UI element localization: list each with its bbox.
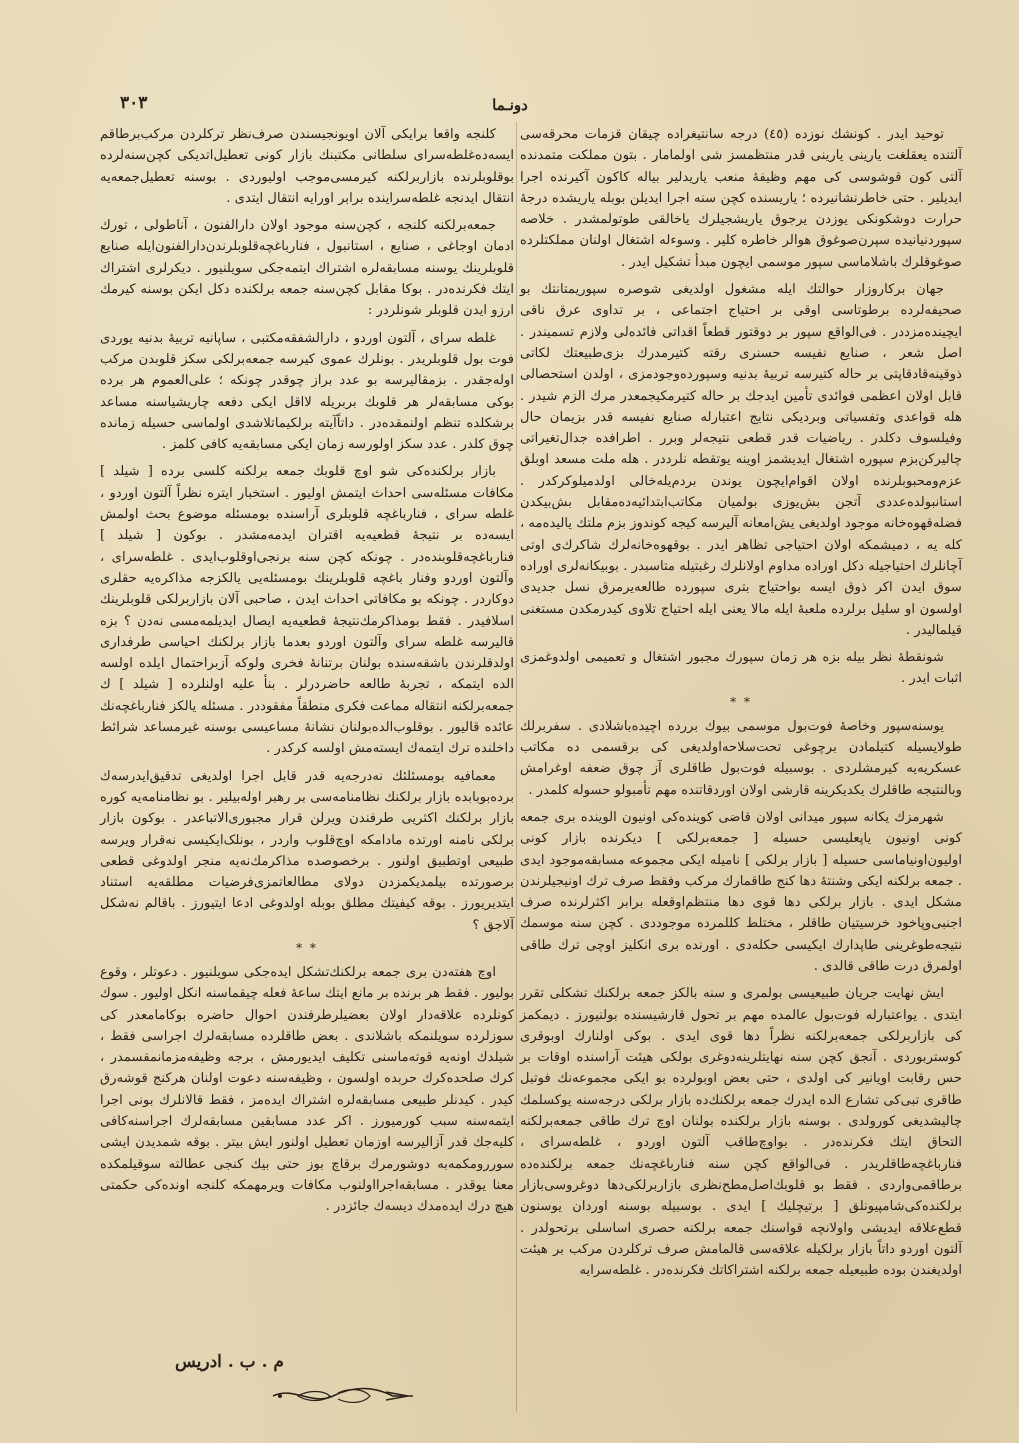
paragraph: جهان برکاروزار حوالتك ایله مشغول اولدیغی شوصره سپوریمتانتك بو صحیفه‌لرده برطوتاسی اوقی بر احتیاج اجتماعی ، بر تداوی عرق ناقی ایچینده‌مزددر . فی‌الواقع سپور بر دوقتور قطعاً اقداتی فائده‌لی ولازم تسمیندر . اصل شعر ، صنایع نفیسه حسنری رقته کتیرمدرك بزی‌طبیعتك لکاتی ذوقینه‌قادقاپتی بر حاله کتیرسه تربیۀ بدنیه وسپورده‌وجودمزی ، اولدن استحصالی قابل اولان اعظمی فوائدی تأمین ایدجك بر حاله کتیرمکیجمعدر مرك الزم شیدر . هله قواعدی وتفسیاتی وبردیکی نتایج اعتبارله صنایع نفیسه قدر بزیمان حال وفیلسوف دکلدر . ریاضیات قدر قطعی نتیجه‌لر وبرر . اطرافده جدال‌تغیراتی چالیرکن‌بزم سپوره اشتغال ایدیشمز اوینه یوتقطه نلرددر . هله ملت مسعد اوبلق عزم‌ومحبوبلرنده اولان اقوام‌ایچون یوندن بردم‌یله‌خالی اولدمیلوکرکدر . استانبولده‌عددی آتجن بش‌یوزی بولمیان مکاتب‌ابتدائیه‌ده‌مقابل بش‌بیکدن فضله‌قهوه‌خانه موجود اولدیغی یش‌امعانه آلیرسه کیجه کوندوز بزم ملتك یالیده‌مه ، کله یه ، دمیشمکه اولان احتیاجی تظاهر ایدر . بوقهوه‌خانه‌لرك شاکرك‌ی اوتی آچانلرك احتیاجیله دکل اوراده مداوم اولانلرك رغبتیله متاسبدر . بوبیکانه‌لری اوراده سوق ایدن اکر ذوق ایسه بواحتیاج بتری سپورده طالعه‌یرمرق نسل جدیدی اولسون او سلیل برلرده ملعبۀ ایله مالا یعنی ایله احتیاج تلاوی کیدرمکدن مستغنی قیلمالیدر . [519, 282, 962, 638]
left-column [100, 124, 514, 1224]
author-signature: م . ب . ادریس [175, 1352, 284, 1372]
paragraph: جمعه‌برلکنه کلنجه ، کچن‌سنه موجود اولان دارالفنون ، آناطولی ، تورك ادمان اوجاغی ، صنایع ، استانبول ، فنارباغچه‌قلوبلرندن‌دارالفنون‌ایله صنایع قلوبلرینك یوسنه مسابقه‌لره اشتراك ایتمه‌جکی سویلنیور . دیکرلری اشتراك ایتك فکرنده‌در . بوکا مقابل کچن‌سنه جمعه برلکنده دکل ایکن بوسنه کیرمك ارزو ایدن قلوبلر شونلردر : [100, 218, 514, 319]
ornament-flourish-icon [268, 1384, 418, 1408]
paragraph: معمافیه بومسئلئك نه‌درجه‌یه قدر قابل اجرا اولدیغی تدقیق‌ایدرسه‌ك برده‌بوبابده بازار برلکنك نظامنامه‌سی بر رهبر اوله‌بیلیر . بو نظامنامه‌یه کوره بازار برلکنك اکثریی طرفندن ویرلن قرار مجبوری‌الاتباعدر . بوکون بازار برلکی نامنه اورتده مادامکه اوچ‌قلوب واردر ، بونلک‌ایکیسی نه‌قرار ویرسه طبیعی اوتطبیق اولنور . برخصوصده مذاکرمك‌نه‌یه منجر اولدوغی قطعی برصورتده بیلمدیکمزدن دولای مطالعاتمزی‌فرضیات مطلقه‌یه استناد ایتدیریورز . بوقه کیفیتك مطلق بوبله اولدوغی ادعا ایتیورز . باقالم نه‌شکل آلاجق ؟ [100, 768, 514, 933]
paragraph: غلطه سرای ، آلتون اوردو ، دارالشفقه‌مکتبی ، ساپانیه تربیۀ بدنیه یوردی فوت بول قلوبلریدر . بونلرك عموی کیرسه جمعه‌برلکی سکز قلوبدن مرکب اوله‌جقدر . بزمقالیرسه بو عدد براز چوقدر چونکه ؛ علی‌العموم هر برده بوکی مسابقه‌لر هر قلوبك بربریله لااقل ایکی دفعه چاریشیاسنه مساعد برشکلده تنظم اولنمقده‌در . داتاًآیته برلکیماتلاشدی اولماسی حسیله زمانده چوق کلدر . عدد سکز اولورسه زمان ایکی مسابقه‌یه کافی کلمز . [100, 330, 514, 453]
right-column [520, 124, 962, 1287]
page-number: ٣٠٣ [120, 93, 148, 113]
section-separator: * * [730, 694, 752, 709]
column-divider [516, 122, 517, 1412]
paragraph: ایش نهایت جریان طبیعیسی بولمری و سنه بالکز جمعه برلکنك تشکلی تقرر ایتدی . یواعتبارله فوت‌بول عالمده مهم بر تحول قارشیسنده بولنیورز . دیمکمز کی بازاربرلکی جمعه‌برلکنه نظراً دها قوی ایدی . بوکی اولنارك اوبوقری کوستربوردی . آنجق کچن سنه نهایتلرینه‌دوغری بولکی هیئت آراسنده اوقات بر حس رقابت اویانیر کی اولدی ، حتی بعض اوبولرده بو ایکی مجموعه‌نك فوتبل طاقری تبی‌کی تشارع الده ایدرك جمعه برلکنك‌ده بازار برلکی درجه‌سنه یوکسلمك چالیشدیغی کورولدی . بوسنه بازار برلکنده بولنان اوچ ترك طاقی جمعه‌برلکنه التحاق ایتك فکرنده‌در . بواوچ‌طاقب آلتون اوردو ، غلطه‌سرای ، فنارباغچه‌طاقلریدر . فی‌الواقع کچن سنه فنارباغچه‌نك جمعه برلکنده‌ده برطاقمی‌واردی . فقط بو قلوبك‌اصل‌مطح‌نظری بازاربرلکی‌دها دوغروسی‌بازار برلکنده‌کی‌شامپیونلق [ برتیچلیك ] ایدی . بوسبیله بوسنه اوردان یوسنون قطع‌علاقه ایدیشی واولانچه قواسنك جمعه برلکنه حصری اساسلی برتحولدر . آلتون اوردو داتاً بازار برلکیله علاقه‌سی قالمامش صرف ترکلردن مرکب بر هیئت اولدیغندن بوده طبیعیله جمعه برلکنه اشتراکاتك فکرنده‌در . غلطه‌سرایه [520, 986, 962, 1279]
paragraph: توحید ایدر . کونشك نوزده (٤٥) درجه سانتیغراده چیقان قزمات محرقه‌سی آلتنده یعقلغت یارینی یارینی قدر منتظمسز شی اولمامار . بتون مملکت متمدنده آلتی کون قوشوسی کی مهم وظیفۀ منعب یاریدلیر بیاله کاکون آکیرنده اجرا ایدیلیر . حتی خاطرنشانیرده ؛ یاریسنده کچن سنه اجرا ایدیلن بوبله یاریشده درجۀ حرارت دوشکونکی یوزدن یرجوق یاریشجیلرك یاخالقی طوتولمشدر . خلاصه سپوردنیانیده سپرن‌صوغوق هوالر خاطره کلیر . وسوءله اشتغال اولنان مملکتلرده صوغوقلرك باشلاماسی سپور موسمی ایچون مبدأ تشکیل ایدر . [520, 127, 962, 270]
paragraph: کلنجه واقعا برایکی آلان اویونجیسندن صرف‌نظر ترکلردن مرکب‌برطاقم ایسه‌ده‌غلطه‌سرای سلطانی مکتبنك بازار کونی تعطیل‌اتدیکی کچن‌سنه‌لرده بوقلوبلرنده بازاربرلکنه کیرمسی‌موجب اولیوردی . بوسنه تعطیل‌جمعه‌یه انتقال ایدنجه غلطه‌سراینده برابر اورایه انتقال ایتدی . [100, 127, 514, 206]
paragraph: شهرمزك یکانه سپور میدانی اولان قاضی کوینده‌کی اونیون الوینده بری جمعه کونی اونیون یاپعلیسی حسیله [ جمعه‌برلکی ] دیکرنده بازار کونی اولیون‌اونیاماسی حسیله [ بازار برلکی ] نامیله ایکی مجموعه مسابقه‌موجود ایدی . جمعه برلکنه ایکی وشنتۀ دها کنج طاقمارك مرکب وفقط صرف ترك اونیجیلرندن مشکل ایدی . بازار برلکی دها قوی دها منتظم‌اوقعله برابر اکثرلرنده صرف اجنبی‌وپاخود خرسیتیان طاقلر ، مختلط کللمرده موجوددی . کچن سنه موسمك نتیجه‌طوغرینی طاپدارك ایکیسی حکله‌دی . اورنده بری انکلیز اوچی ترك طاقی اولمرق درت طاقی قالدی . [520, 809, 962, 974]
paragraph: اوچ هفته‌دن بری جمعه برلکنك‌تشکل ایده‌جکی سویلنیور . دعوتلر ، وقوع بولیور . فقط هر برنده بر مانع ایتك ساعۀ فعله چیقماسنه انکل اولیور . سوك کونلرده علاقه‌دار اولان بعضیلرطرفندن احوال حاضره بوکامامعدر کی سوزلرده سویلنمکه باشلاندی . بعض طاقلرده مسابقه‌لرك اجراسی فقط ، شیلدك اونه‌یه قوته‌ماسنی تکلیف ایدیورمش ، برجه وظیفه‌مزمانمقسمدر ، کرك صلحده‌کرك حربده اولسون ، وظیفه‌سنه دعوت اولنان هرکنج قوشه‌رق کیدر . کیدنلر طبیعی مسابقه‌لره اشتراك ایده‌مز ، فقط قالانلرك بونی اجرا ایتمه‌سنه سبب کورمیورز . اکر عدد مسابقین مسابقه‌لرك اجراسنه‌کافی کلیه‌جك قدر آزالیرسه اوزمان تعطیل اولنور ایش بیتر . بوقه شمدیدن ایشی سوررومکمه‌به دوشورمرك برقاچ بوز حتی بیك کنجی عطالته سوقیلمکده معنا یوقدر . مسابقه‌اجرااولنوب مکافات ویرمهمکه کلنجه اونده‌کی حکمتی هیچ درك ایده‌مدك دیسه‌ك جائزدر . [100, 964, 514, 1215]
running-title: دونـما [492, 96, 528, 114]
paragraph: بازار برلکنده‌کی شو اوچ قلوبك جمعه برلکنه کلسی برده [ شیلد ] مکافات مسئله‌سی احداث ایتمش اولیور . استخبار ایتره نظراً آلتون اوردو ، غلطه سرای ، فنارباغچه قلوبلری آراسنده بومسئله موضوع بحث اولمش ایسه‌ده بر نتیجۀ قطعیه‌یه اقتران ایدمه‌مشدر . بوکون [ شیلد ] فنارباغچه‌قلوبنده‌در . چونکه کچن سنه برنجی‌اوقلوب‌ایدی . غلطه‌سرای ، وآلتون اوردو وفنار باغچه قلوبلرینك بومسئله‌یی یالکزجه مذاکره‌یه حقلری دوکاردر . چونکه بو مکافاتی احداث ایدن ، صاحبی آلان بازاربرلکی قلوبلرینك اسلافیدر . فقط بومذاکرمك‌نتیجۀ قطعیه‌یه ایصال ایدیلمه‌مسی نه‌دن ؟ بزه قالیرسه غلطه سرای وآلتون اوردو بعدما بازار برلکنك احیاسی طرفداری اولدقلرندن باشقه‌سنده بولنان برتنانۀ فخری ولوكه آزبراحتمال ایلده اولسه الده ایتمکه ، تجربۀ طالعه حاضردرلر . بنأ علیه اولنلرده [ شیلد ] ك جمعه‌برلکنه انتقاله مماعت فکری منطقاً مفقوددر . مسئله یالکز فنارباغچه‌نك عائده قالیور . بوقلوب‌الده‌بولنان نشانۀ مساعیسی بوسنه غیرمساعد شرائط داخلنده ترك ایتمه‌ك ایسته‌مش اولسه کرکدر . [100, 464, 514, 757]
paragraph: یوسنه‌سپور وخاصۀ فوت‌بول موسمی بیوك بررده اچیده‌باشلادی . سفربرلك طولایسیله کتیلمادن برچوغی تحت‌سلاحه‌اولدیغی کی برقسمی ده مکاتب عسکریه‌یه کیرمشلردی . بوسبیله فوت‌بول طاقلری آز چوق ضعفه اوغرامش وبالنتیجه طاقلرك یکدیکرینه قارشی اولان اوردقاتنده مهم تأمبولو حسوله کلمدر . [520, 718, 962, 798]
paragraph: شونقطۀ نظر بیله بزه هر زمان سپورك مجبور اشتغال و تعمیمی اولدوغمزی اثبات ایدر . [520, 650, 962, 687]
section-separator: * * [296, 940, 318, 955]
